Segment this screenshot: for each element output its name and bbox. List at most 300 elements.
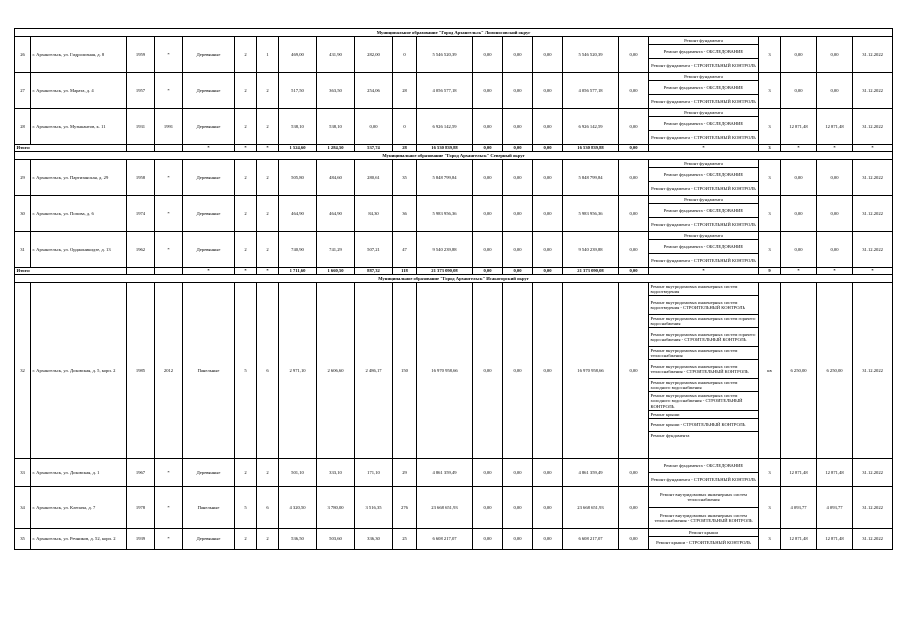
area-total-cell: 464,90 — [279, 196, 317, 232]
wall-material-cell: Деревянные — [183, 160, 235, 196]
entrances-cell: 2 — [257, 232, 279, 268]
address-cell: г. Архангельск, ул. Попова, д. 6 — [31, 196, 127, 232]
entrances-cell: 2 — [257, 529, 279, 550]
cost-budget-cell: 0,00 — [503, 232, 533, 268]
area-total-cell: 469,00 — [279, 37, 317, 73]
floors-cell: 2 — [235, 459, 257, 487]
table-row — [15, 73, 893, 81]
unit-cell: 3 — [759, 109, 781, 145]
row-number: 33 — [15, 459, 31, 487]
address-cell: г. Архангельск, ул. Партизанская, д. 29 — [31, 160, 127, 196]
work-type-cell: Ремонт внутридомовых инженерных систем теплоснабжения - СТРОИТЕЛЬНЫЙ КОНТРОЛЬ — [649, 508, 759, 529]
table-row — [15, 232, 893, 240]
total-cell: 0,00 — [503, 268, 533, 275]
cost-local-cell: 0,00 — [533, 232, 563, 268]
cost-total-cell: 5 983 956,36 — [417, 196, 473, 232]
cost-other-cell: 0,00 — [619, 37, 649, 73]
year-renovated-cell: * — [155, 196, 183, 232]
work-type-cell: Ремонт фундамента - ОБСЛЕДОВАНИЕ — [649, 81, 759, 95]
work-item: Ремонт внутридомовых инженерных систем теплоснабжения — [649, 347, 758, 360]
completion-date-cell: 31.12.2022 — [853, 529, 893, 550]
area-total-cell: 505,80 — [279, 160, 317, 196]
cost-budget-cell: 0,00 — [503, 73, 533, 109]
cost-owners-cell: 6 926 142,59 — [563, 109, 619, 145]
cost-owners-cell: 4 056 577,18 — [563, 73, 619, 109]
total-cell: 0,00 — [473, 268, 503, 275]
total-label: Итого: — [15, 145, 127, 152]
section-title: Муниципальное образование "Город Архангельск" Северный округ — [15, 152, 893, 160]
area-living-cell: 280,61 — [355, 160, 393, 196]
area-living-cell: 2 486,17 — [355, 283, 393, 459]
limit-cost-cell: 0,00 — [817, 160, 853, 196]
address-cell: г. Архангельск, ул. Музыкантов, к. 11 — [31, 109, 127, 145]
cost-total-cell: 5 848 799,84 — [417, 160, 473, 196]
total-area-cell: 1 711,60 — [279, 268, 317, 275]
total-row — [15, 145, 893, 152]
cost-other-cell: 0,00 — [619, 529, 649, 550]
residents-cell: 47 — [393, 232, 417, 268]
total-residents-cell: 28 — [393, 145, 417, 152]
area-total-cell: 740,90 — [279, 232, 317, 268]
cost-fund-cell: 0,00 — [473, 283, 503, 459]
area-premises-cell: 3 780,00 — [317, 487, 355, 529]
year-renovated-cell: * — [155, 232, 183, 268]
address-cell: г. Архангельск, ул. Клепача, д. 7 — [31, 487, 127, 529]
entrances-cell: 1 — [257, 37, 279, 73]
table-row — [15, 487, 893, 508]
specific-cost-cell: 0,00 — [781, 73, 817, 109]
table-row — [15, 459, 893, 473]
entrances-cell: 2 — [257, 160, 279, 196]
total-cell: * — [183, 268, 235, 275]
cost-budget-cell: 0,00 — [503, 283, 533, 459]
year-renovated-cell: * — [155, 487, 183, 529]
floors-cell: 2 — [235, 109, 257, 145]
work-item: Ремонт крыши - СТРОИТЕЛЬНЫЙ КОНТРОЛЬ — [649, 419, 758, 432]
specific-cost-cell: 4 093,77 — [781, 487, 817, 529]
specific-cost-cell: 0,00 — [781, 37, 817, 73]
unit-cell: 3 — [759, 73, 781, 109]
wall-material-cell: Деревянные — [183, 232, 235, 268]
total-cell: 9 — [759, 268, 781, 275]
entrances-cell: 2 — [257, 196, 279, 232]
area-living-cell: 336,30 — [355, 529, 393, 550]
area-total-cell: 2 971,10 — [279, 283, 317, 459]
wall-material-cell: Деревянные — [183, 73, 235, 109]
cost-total-cell: 6 926 142,59 — [417, 109, 473, 145]
area-premises-cell: 538,10 — [317, 109, 355, 145]
work-type-cell: Ремонт фундамента — [649, 160, 759, 168]
completion-date-cell: 31.12.2022 — [853, 109, 893, 145]
total-cell: 0,00 — [473, 145, 503, 152]
cost-local-cell: 0,00 — [533, 487, 563, 529]
floors-cell: 5 — [235, 283, 257, 459]
specific-cost-cell: 0,00 — [781, 232, 817, 268]
work-type-cell: Ремонт фундамента — [649, 109, 759, 117]
completion-date-cell: 31.12.2022 — [853, 232, 893, 268]
cost-other-cell: 0,00 — [619, 160, 649, 196]
total-cell: 0,00 — [503, 145, 533, 152]
total-area-premises-cell: 1 284,50 — [317, 145, 355, 152]
completion-date-cell: 31.12.2022 — [853, 459, 893, 487]
specific-cost-cell: 12 871,48 — [781, 459, 817, 487]
completion-date-cell: 31.12.2022 — [853, 160, 893, 196]
cost-local-cell: 0,00 — [533, 283, 563, 459]
total-cell: * — [817, 145, 853, 152]
area-living-cell: 84,30 — [355, 196, 393, 232]
area-total-cell: 538,10 — [279, 109, 317, 145]
area-premises-cell: 363,50 — [317, 73, 355, 109]
work-type-cell: Ремонт фундамента - ОБСЛЕДОВАНИЕ — [649, 204, 759, 218]
year-renovated-cell: 2012 — [155, 283, 183, 459]
cost-local-cell: 0,00 — [533, 196, 563, 232]
area-premises-cell: 431,90 — [317, 37, 355, 73]
total-cell: * — [817, 268, 853, 275]
total-cell: 0,00 — [619, 268, 649, 275]
total-row — [15, 268, 893, 275]
total-cell: 0,00 — [533, 145, 563, 152]
year-built-cell: 1962 — [127, 232, 155, 268]
table-row — [15, 160, 893, 168]
housing-repair-table-page — [14, 28, 883, 550]
total-area-cell: 1 524,60 — [279, 145, 317, 152]
row-number: 26 — [15, 37, 31, 73]
residents-cell: 25 — [393, 529, 417, 550]
year-built-cell: 1957 — [127, 73, 155, 109]
cost-owners-cell: 9 540 239,88 — [563, 232, 619, 268]
total-cell: 3 — [759, 145, 781, 152]
total-cell: * — [853, 268, 893, 275]
completion-date-cell: 31.12.2022 — [853, 487, 893, 529]
work-item: Ремонт крыши — [649, 411, 758, 419]
residents-cell: 29 — [393, 459, 417, 487]
work-type-cell: Ремонт фундамента - ОБСЛЕДОВАНИЕ — [649, 240, 759, 254]
year-built-cell: 1967 — [127, 459, 155, 487]
residents-cell: 35 — [393, 160, 417, 196]
work-type-cell: Ремонт фундамента — [649, 73, 759, 81]
year-built-cell: 1978 — [127, 487, 155, 529]
year-renovated-cell: * — [155, 73, 183, 109]
completion-date-cell: 31.12.2022 — [853, 73, 893, 109]
year-renovated-cell: * — [155, 160, 183, 196]
year-built-cell: 1959 — [127, 37, 155, 73]
limit-cost-cell: 0,00 — [817, 232, 853, 268]
cost-local-cell: 0,00 — [533, 529, 563, 550]
limit-cost-cell: 12 871,48 — [817, 459, 853, 487]
work-item: Ремонт внутридомовых инженерных систем водоотведения — [649, 283, 758, 296]
entrances-cell: 2 — [257, 459, 279, 487]
residents-cell: 0 — [393, 37, 417, 73]
total-cell: * — [781, 145, 817, 152]
work-type-cell: Ремонт фундамента - ОБСЛЕДОВАНИЕ — [649, 117, 759, 131]
cost-total-cell: 4 056 577,18 — [417, 73, 473, 109]
total-cell: * — [649, 268, 759, 275]
cost-owners-cell: 23 668 651,93 — [563, 487, 619, 529]
work-item: Ремонт внутридомовых инженерных систем теплоснабжения - СТРОИТЕЛЬНЫЙ КОНТРОЛЬ — [649, 360, 758, 379]
total-cell: * — [257, 268, 279, 275]
total-cell: * — [257, 145, 279, 152]
row-number: 28 — [15, 109, 31, 145]
area-premises-cell: 333,10 — [317, 459, 355, 487]
area-living-cell: 3 516,35 — [355, 487, 393, 529]
section-title: Муниципальное образование "Город Архангельск" Исакогорский округ — [15, 275, 893, 283]
work-type-cell: Ремонт фундамента - СТРОИТЕЛЬНЫЙ КОНТРОЛЬ — [649, 95, 759, 109]
residents-cell: 36 — [393, 196, 417, 232]
area-living-cell: 507,21 — [355, 232, 393, 268]
area-premises-cell: 503,60 — [317, 529, 355, 550]
total-cell: * — [235, 145, 257, 152]
year-built-cell: 1974 — [127, 196, 155, 232]
cost-owners-cell: 5 848 799,84 — [563, 160, 619, 196]
row-number: 34 — [15, 487, 31, 529]
cost-total-cell: 5 546 520,39 — [417, 37, 473, 73]
year-built-cell: 1985 — [127, 283, 155, 459]
limit-cost-cell: 0,00 — [817, 196, 853, 232]
work-item: Ремонт внутридомовых инженерных систем водоотведения - СТРОИТЕЛЬНЫЙ КОНТРОЛЬ — [649, 296, 758, 315]
total-cost-cell: 16 530 839,88 — [417, 145, 473, 152]
floors-cell: 2 — [235, 73, 257, 109]
work-item: Ремонт внутридомовых инженерных систем холодного водоснабжения - СТРОИТЕЛЬНЫЙ КОНТРОЛЬ — [649, 392, 758, 411]
total-area-premises-cell: 1 660,50 — [317, 268, 355, 275]
cost-fund-cell: 0,00 — [473, 160, 503, 196]
floors-cell: 2 — [235, 160, 257, 196]
floors-cell: 2 — [235, 232, 257, 268]
cost-budget-cell: 0,00 — [503, 196, 533, 232]
work-type-cell: Ремонт фундамента - СТРОИТЕЛЬНЫЙ КОНТРОЛЬ — [649, 254, 759, 268]
table-row — [15, 37, 893, 45]
floors-cell: 5 — [235, 487, 257, 529]
total-cell: 21 373 090,08 — [563, 268, 619, 275]
year-renovated-cell: * — [155, 459, 183, 487]
cost-other-cell: 0,00 — [619, 73, 649, 109]
total-cell: * — [649, 145, 759, 152]
section-title: Муниципальное образование "Город Архангельск" Ломоносовский округ — [15, 29, 893, 37]
limit-cost-cell: 4 093,77 — [817, 487, 853, 529]
work-item: Ремонт внутридомовых инженерных систем горячего водоснабжения — [649, 315, 758, 328]
table-row — [15, 196, 893, 204]
repair-program-table — [14, 28, 893, 550]
cost-fund-cell: 0,00 — [473, 232, 503, 268]
limit-cost-cell: 12 871,48 — [817, 529, 853, 550]
wall-material-cell: Деревянные — [183, 109, 235, 145]
wall-material-cell: Деревянные — [183, 37, 235, 73]
work-type-cell: Ремонт фундамента - СТРОИТЕЛЬНЫЙ КОНТРОЛЬ — [649, 131, 759, 145]
year-built-cell: 1958 — [127, 160, 155, 196]
wall-material-cell: Деревянные — [183, 196, 235, 232]
cost-owners-cell: 6 608 217,07 — [563, 529, 619, 550]
entrances-cell: 6 — [257, 487, 279, 529]
work-type-cell: Ремонт фундамента - ОБСЛЕДОВАНИЕ — [649, 168, 759, 182]
work-type-cell: Ремонт крыши - СТРОИТЕЛЬНЫЙ КОНТРОЛЬ — [649, 537, 759, 550]
residents-cell: 276 — [393, 487, 417, 529]
area-total-cell: 4 320,50 — [279, 487, 317, 529]
unit-cell: 3 — [759, 459, 781, 487]
residents-cell: 0 — [393, 109, 417, 145]
total-cell: 16 530 839,88 — [563, 145, 619, 152]
cost-other-cell: 0,00 — [619, 459, 649, 487]
unit-cell: 3 — [759, 160, 781, 196]
area-living-cell: 171,10 — [355, 459, 393, 487]
area-total-cell: 501,10 — [279, 459, 317, 487]
address-cell: г. Архангельск, ул. Доковская, д. 1 — [31, 459, 127, 487]
cost-fund-cell: 0,00 — [473, 37, 503, 73]
limit-cost-cell: 12 871,48 — [817, 109, 853, 145]
floors-cell: 2 — [235, 37, 257, 73]
cost-total-cell: 6 608 217,07 — [417, 529, 473, 550]
row-number: 30 — [15, 196, 31, 232]
year-renovated-cell: * — [155, 529, 183, 550]
total-cell: * — [183, 145, 235, 152]
total-residents-cell: 118 — [393, 268, 417, 275]
total-cell: * — [853, 145, 893, 152]
total-area-living-cell: 537,74 — [355, 145, 393, 152]
completion-date-cell: 31.12.2022 — [853, 37, 893, 73]
unit-cell: 3 — [759, 529, 781, 550]
cost-total-cell: 16 970 958,66 — [417, 283, 473, 459]
specific-cost-cell: 6 250,00 — [781, 283, 817, 459]
cost-fund-cell: 0,00 — [473, 196, 503, 232]
cost-other-cell: 0,00 — [619, 196, 649, 232]
cost-local-cell: 0,00 — [533, 37, 563, 73]
work-type-cell: Ремонт крыши — [649, 529, 759, 537]
cost-budget-cell: 0,00 — [503, 529, 533, 550]
cost-fund-cell: 0,00 — [473, 529, 503, 550]
work-type-cell: Ремонт фундамента - СТРОИТЕЛЬНЫЙ КОНТРОЛЬ — [649, 182, 759, 196]
total-cell: 0,00 — [533, 268, 563, 275]
limit-cost-cell: 0,00 — [817, 37, 853, 73]
cost-total-cell: 4 861 359,49 — [417, 459, 473, 487]
row-number: 29 — [15, 160, 31, 196]
unit-cell: 3 — [759, 196, 781, 232]
cost-local-cell: 0,00 — [533, 73, 563, 109]
table-row — [15, 109, 893, 117]
area-premises-cell: 484,60 — [317, 160, 355, 196]
cost-local-cell: 0,00 — [533, 160, 563, 196]
cost-budget-cell: 0,00 — [503, 37, 533, 73]
year-renovated-cell: 1991 — [155, 109, 183, 145]
cost-total-cell: 9 540 239,88 — [417, 232, 473, 268]
work-type-cell: Ремонт фундамента - СТРОИТЕЛЬНЫЙ КОНТРОЛЬ — [649, 59, 759, 73]
work-type-cell: Ремонт внутридомовых инженерных систем теплоснабжения — [649, 487, 759, 508]
cost-owners-cell: 4 861 359,49 — [563, 459, 619, 487]
unit-cell: 3 — [759, 232, 781, 268]
year-renovated-cell: * — [155, 37, 183, 73]
work-item: Ремонт внутридомовых инженерных систем холодного водоснабжения — [649, 379, 758, 392]
unit-cell: кв — [759, 283, 781, 459]
row-number: 31 — [15, 232, 31, 268]
completion-date-cell: 31.12.2022 — [853, 283, 893, 459]
residents-cell: 150 — [393, 283, 417, 459]
cost-owners-cell: 5 546 520,39 — [563, 37, 619, 73]
work-item: Ремонт фундамента — [650, 432, 690, 438]
cost-budget-cell: 0,00 — [503, 109, 533, 145]
work-type-cell: Ремонт фундамента - СТРОИТЕЛЬНЫЙ КОНТРОЛЬ — [649, 218, 759, 232]
unit-cell: 3 — [759, 37, 781, 73]
cost-other-cell: 0,00 — [619, 232, 649, 268]
area-living-cell: 254,06 — [355, 73, 393, 109]
work-type-cell: Ремонт фундамента — [649, 37, 759, 45]
address-cell: г. Архангельск, ул. Орджоникидзе, д. 13 — [31, 232, 127, 268]
entrances-cell: 2 — [257, 73, 279, 109]
area-living-cell: 282,00 — [355, 37, 393, 73]
completion-date-cell: 31.12.2022 — [853, 196, 893, 232]
unit-cell: 3 — [759, 487, 781, 529]
entrances-cell: 2 — [257, 109, 279, 145]
specific-cost-cell: 0,00 — [781, 160, 817, 196]
total-cell: * — [235, 268, 257, 275]
cost-local-cell: 0,00 — [533, 109, 563, 145]
work-type-cell: Ремонт фундамента - ОБСЛЕДОВАНИЕ — [649, 459, 759, 473]
total-cell: * — [781, 268, 817, 275]
work-type-cell: Ремонт фундамента — [649, 232, 759, 240]
cost-other-cell: 0,00 — [619, 487, 649, 529]
cost-other-cell: 0,00 — [619, 283, 649, 459]
limit-cost-cell: 6 250,00 — [817, 283, 853, 459]
total-cell: 0,00 — [619, 145, 649, 152]
cost-budget-cell: 0,00 — [503, 459, 533, 487]
address-cell: г. Архангельск, ул. Доковская, д. 5, корп. 2 — [31, 283, 127, 459]
residents-cell: 28 — [393, 73, 417, 109]
wall-material-cell: Панельные — [183, 283, 235, 459]
address-cell: г. Архангельск, ул. Гидролизная, д. 8 — [31, 37, 127, 73]
area-living-cell: 0,00 — [355, 109, 393, 145]
limit-cost-cell: 0,00 — [817, 73, 853, 109]
floors-cell: 2 — [235, 196, 257, 232]
specific-cost-cell: 12 871,48 — [781, 109, 817, 145]
address-cell: г. Архангельск, ул. Речников, д. 52, корп. 2 — [31, 529, 127, 550]
cost-owners-cell: 5 983 956,36 — [563, 196, 619, 232]
cost-fund-cell: 0,00 — [473, 459, 503, 487]
area-premises-cell: 741,29 — [317, 232, 355, 268]
table-row — [15, 283, 893, 459]
cost-total-cell: 23 668 651,93 — [417, 487, 473, 529]
work-type-cell: Ремонт фундамента - СТРОИТЕЛЬНЫЙ КОНТРОЛЬ — [649, 473, 759, 487]
cost-other-cell: 0,00 — [619, 109, 649, 145]
floors-cell: 2 — [235, 529, 257, 550]
cost-budget-cell: 0,00 — [503, 160, 533, 196]
area-total-cell: 536,50 — [279, 529, 317, 550]
specific-cost-cell: 12 871,48 — [781, 529, 817, 550]
table-row — [15, 529, 893, 537]
total-cost-cell: 21 373 090,08 — [417, 268, 473, 275]
entrances-cell: 6 — [257, 283, 279, 459]
cost-local-cell: 0,00 — [533, 459, 563, 487]
cost-owners-cell: 16 970 958,66 — [563, 283, 619, 459]
work-type-cell: Ремонт фундамента - ОБСЛЕДОВАНИЕ — [649, 45, 759, 59]
row-number: 27 — [15, 73, 31, 109]
year-built-cell: 1939 — [127, 529, 155, 550]
year-built-cell: 1931 — [127, 109, 155, 145]
row-number: 35 — [15, 529, 31, 550]
wall-material-cell: Панельные — [183, 487, 235, 529]
cost-fund-cell: 0,00 — [473, 109, 503, 145]
address-cell: г. Архангельск, ул. Марата, д. 4 — [31, 73, 127, 109]
cost-fund-cell: 0,00 — [473, 73, 503, 109]
total-area-living-cell: 887,32 — [355, 268, 393, 275]
wall-material-cell: Деревянные — [183, 459, 235, 487]
area-premises-cell: 464,90 — [317, 196, 355, 232]
row-number: 32 — [15, 283, 31, 459]
area-total-cell: 517,50 — [279, 73, 317, 109]
cost-fund-cell: 0,00 — [473, 487, 503, 529]
total-label: Итого: — [15, 268, 127, 275]
specific-cost-cell: 0,00 — [781, 196, 817, 232]
work-type-cell: Ремонт фундамента — [649, 196, 759, 204]
work-list — [649, 283, 759, 459]
work-item: Ремонт внутридомовых инженерных систем горячего водоснабжения - СТРОИТЕЛЬНЫЙ КОНТРОЛЬ — [649, 328, 758, 347]
area-premises-cell: 2 606,60 — [317, 283, 355, 459]
wall-material-cell: Деревянные — [183, 529, 235, 550]
